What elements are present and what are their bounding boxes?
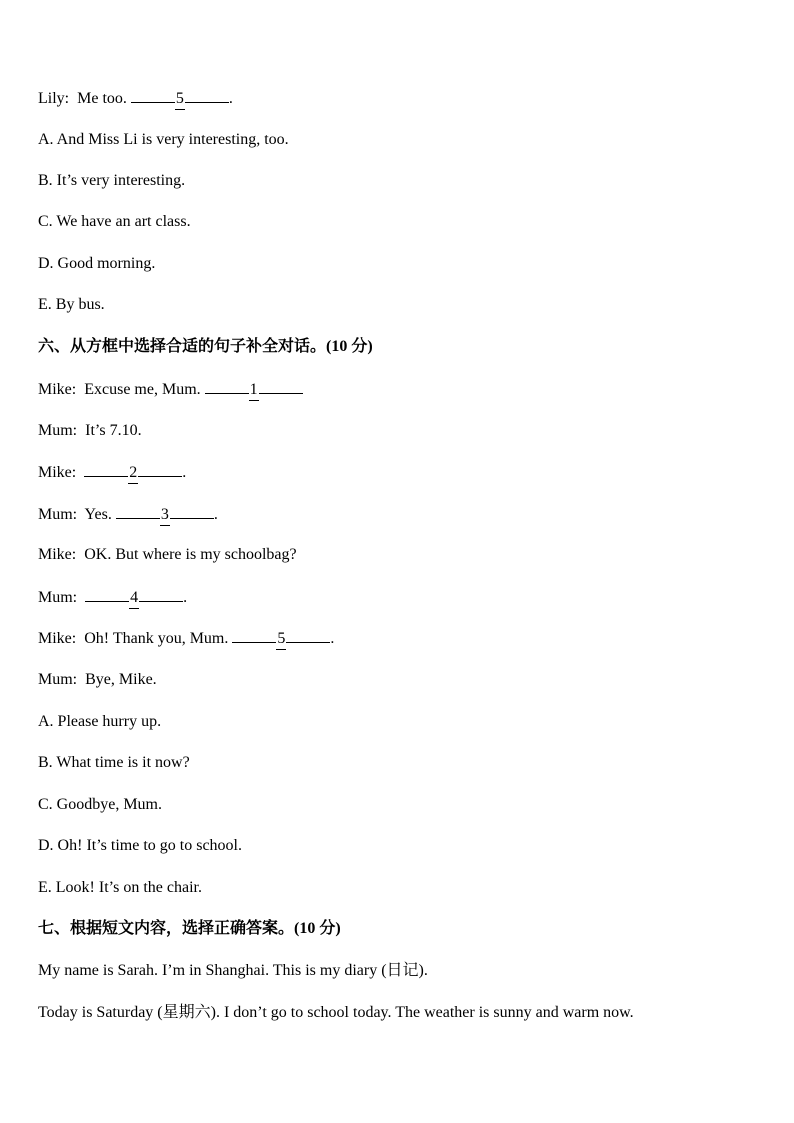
speaker: Mike:	[38, 381, 77, 398]
speaker: Mum:	[38, 671, 78, 688]
speaker: Mum:	[38, 422, 78, 439]
option-a: A. Please hurry up.	[38, 713, 162, 730]
dialogue-line: Mike: 2 .	[38, 462, 186, 484]
speaker: Lily:	[38, 90, 70, 107]
dialogue-text: Excuse me, Mum.	[84, 381, 201, 398]
option-e: E. By bus.	[38, 296, 105, 313]
dialogue-text: Yes.	[84, 506, 112, 523]
option-a: A. And Miss Li is very interesting, too.	[38, 131, 289, 148]
section-heading: 七、根据短文内容，选择正确答案。(10 分)	[38, 920, 341, 937]
dialogue-text: Oh! Thank you, Mum.	[84, 630, 229, 647]
dialogue-line: Mum: 4 .	[38, 587, 187, 609]
dialogue-line: Mum: Yes. 3 .	[38, 504, 218, 526]
dialogue-text: It’s 7.10.	[85, 422, 142, 439]
answer-blank[interactable]: 3	[116, 504, 214, 526]
option-d: D. Oh! It’s time to go to school.	[38, 837, 242, 854]
dialogue-text: OK. But where is my schoolbag?	[84, 546, 297, 563]
speaker: Mum:	[38, 506, 78, 523]
section-heading: 六、从方框中选择合适的句子补全对话。(10 分)	[38, 338, 373, 355]
dialogue-line	[38, 545, 297, 565]
option-d: D. Good morning.	[38, 255, 156, 272]
option-c: C. Goodbye, Mum.	[38, 796, 162, 813]
answer-blank[interactable]: 5	[232, 628, 330, 650]
dialogue-text: Bye, Mike.	[85, 671, 157, 688]
dialogue-line-lily: Lily: Me too. 5 .	[38, 88, 233, 110]
answer-blank[interactable]: 4	[85, 587, 183, 609]
answer-blank[interactable]: 2	[84, 462, 182, 484]
dialogue-line	[38, 379, 303, 401]
option-e: E. Look! It’s on the chair.	[38, 879, 202, 896]
passage-paragraph: My name is Sarah. I’m in Shanghai. This is my diary (日记).	[38, 962, 428, 979]
option-b: B. It’s very interesting.	[38, 172, 186, 189]
option-b: B. What time is it now?	[38, 754, 190, 771]
dialogue-line	[38, 421, 142, 441]
speaker: Mike:	[38, 630, 77, 647]
dialogue-line: Mike: Oh! Thank you, Mum. 5 .	[38, 628, 334, 650]
answer-blank[interactable]: 5	[131, 88, 229, 110]
speaker: Mike:	[38, 464, 77, 481]
speaker: Mike:	[38, 546, 77, 563]
dialogue-text: Me too.	[77, 90, 127, 107]
speaker: Mum:	[38, 589, 78, 606]
passage-paragraph: Today is Saturday (星期六). I don’t go to school today. The weather is sunny and warm now.	[38, 1004, 634, 1021]
answer-blank[interactable]: 1	[205, 379, 303, 401]
dialogue-line	[38, 670, 157, 690]
option-c: C. We have an art class.	[38, 213, 191, 230]
